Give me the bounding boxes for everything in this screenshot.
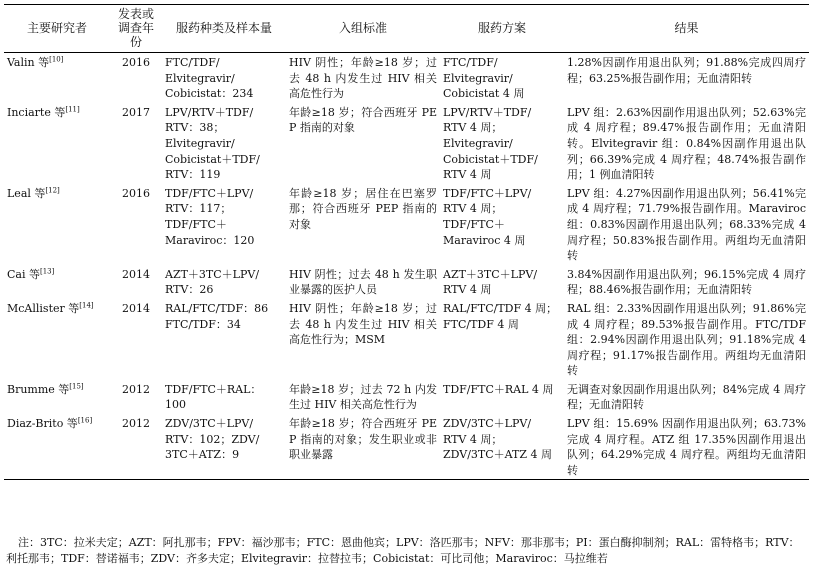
table-footnote: 注：3TC：拉米夫定；AZT：阿扎那韦；FPV：福沙那韦；FTC：恩曲他宾；LPV：洛匹那韦；NFV：那非那韦；PI：蛋白酶抑制剂；RAL：雷特格韦；RTV：利托那韦；TDF：替诺福韦；ZDV：齐多夫定；Elvitegravir：拉替拉韦；Cobicistat：可比司他；Maraviroc：马拉维若 [6, 536, 800, 565]
drug-line: Cobicistat＋TDF/ [165, 152, 260, 166]
cell-results: 3.84%因副作用退出队列；96.15%完成 4 周疗程；88.46%报告副作用；无血清阳转 [567, 267, 806, 297]
table-body [4, 53, 809, 480]
drug-line: Elvitegravir/ [165, 71, 235, 85]
drug-line: RTV：119 [165, 168, 221, 182]
cell-year: 2014 [122, 267, 150, 281]
drug-line: RAL/FTC/TDF：86 [165, 301, 269, 315]
regimen-line: AZT＋3TC＋LPV/ [443, 267, 538, 281]
drug-line: Maraviroc：120 [165, 233, 255, 247]
reference-marker: [10] [49, 55, 64, 64]
cell-year: 2017 [122, 105, 150, 119]
regimen-line: Cobicistat 4 周 [443, 87, 525, 101]
cell-year: 2012 [122, 382, 150, 396]
investigator-name: Cai 等 [7, 267, 40, 281]
cell-regimen [440, 414, 564, 480]
investigator-name: Brumme 等 [7, 382, 70, 396]
cell-results: LPV 组：2.63%因副作用退出队列；52.63%完成 4 周疗程；89.47%报告副作用；无血清阳转。Elvitegravir 组：0.84%因副作用退出队列；66.39%完成 4 周疗程；48.74%报告副作用；1 例血清阳转 [567, 105, 806, 182]
regimen-line: Elvitegravir/ [443, 71, 513, 85]
regimen-line: RTV 4 周； [443, 432, 503, 446]
drug-line: FTC/TDF：34 [165, 317, 241, 331]
cell-regimen [440, 103, 564, 184]
drug-line: RTV：102；ZDV/ [165, 432, 260, 446]
header-investigator: 主要研究者 [4, 5, 110, 53]
regimen-line: RAL/FTC/TDF 4 周； [443, 301, 558, 315]
investigator-name: Valin 等 [7, 56, 50, 69]
drug-line: Cobicistat：234 [165, 87, 254, 101]
table-row [4, 265, 809, 299]
header-year: 发表或调查年份 [110, 5, 162, 53]
cell-investigator [4, 299, 110, 380]
cell-results: LPV 组：4.27%因副作用退出队列；56.41%完成 4 周疗程；71.79%报告副作用。Maraviroc 组：0.83%因副作用退出队列；68.33%完成 4 周疗程；50.83%报告副作用。两组均无血清阳转 [567, 186, 806, 263]
cell-drugs-sample [162, 103, 286, 184]
regimen-line: RTV 4 周； [443, 202, 503, 216]
cell-regimen [440, 299, 564, 380]
cell-criteria: HIV 阴性；年龄≥18 岁；过去 48 h 内发生过 HIV 相关高危性行为；MSM [289, 301, 437, 347]
regimen-line: TDF/FTC＋ [443, 217, 505, 231]
cell-year: 2016 [122, 186, 150, 200]
drug-line: FTC/TDF/ [165, 56, 220, 69]
investigator-name: Diaz-Brito 等 [7, 417, 78, 431]
investigator-name: Inciarte 等 [7, 105, 66, 119]
drug-line: TDF/FTC＋ [165, 217, 227, 231]
drug-line: AZT＋3TC＋LPV/ [165, 267, 260, 281]
cell-investigator [4, 53, 110, 103]
regimen-line: Cobicistat＋TDF/ [443, 152, 538, 166]
regimen-line: FTC/TDF/ [443, 56, 498, 69]
cell-drugs-sample [162, 380, 286, 414]
reference-marker: [13] [40, 267, 55, 276]
investigator-name: Leal 等 [7, 186, 46, 200]
regimen-line: ZDV/3TC＋ATZ 4 周 [443, 448, 552, 462]
table-row [4, 299, 809, 380]
cell-regimen [440, 53, 564, 103]
cell-drugs-sample [162, 184, 286, 265]
drug-line: RTV：26 [165, 283, 214, 297]
regimen-line: LPV/RTV＋TDF/ [443, 105, 532, 119]
header-regimen: 服药方案 [440, 5, 564, 53]
reference-marker: [12] [45, 186, 60, 195]
regimen-line: FTC/TDF 4 周 [443, 317, 519, 331]
drug-line: TDF/FTC＋RAL： [165, 382, 262, 396]
cell-year: 2014 [122, 301, 150, 315]
drug-line: LPV/RTV＋TDF/ [165, 105, 254, 119]
cell-results: RAL 组：2.33%因副作用退出队列；91.86%完成 4 周疗程；89.53%报告副作用。FTC/TDF 组：2.94%因副作用退出队列；91.18%完成 4 周疗程；91.17%报告副作用。两组均无血清阳转 [567, 301, 806, 378]
table-row [4, 184, 809, 265]
cell-year: 2012 [110, 414, 162, 480]
header-criteria: 入组标准 [286, 5, 440, 53]
investigator-name: McAllister 等 [7, 301, 80, 315]
reference-marker: [14] [79, 301, 94, 310]
regimen-line: TDF/FTC＋LPV/ [443, 186, 532, 200]
header-drugs-sample: 服药种类及样本量 [162, 5, 286, 53]
cell-drugs-sample [162, 265, 286, 299]
cell-results: 1.28%因副作用退出队列；91.88%完成四周疗程；63.25%报告副作用；无血清阳转 [567, 56, 806, 85]
regimen-line: Elvitegravir/ [443, 136, 513, 150]
drug-line: Elvitegravir/ [165, 136, 235, 150]
table-row [4, 414, 809, 480]
cell-investigator [4, 414, 110, 480]
reference-marker: [11] [65, 105, 80, 114]
drug-line: 100 [165, 398, 186, 412]
cell-investigator [4, 184, 110, 265]
regimen-line: RTV 4 周 [443, 168, 492, 182]
cell-criteria: 年龄≥18 岁；符合西班牙 PEP 指南的对象 [289, 105, 437, 135]
table-row [4, 53, 809, 103]
regimen-line: Maraviroc 4 周 [443, 233, 526, 247]
cell-drugs-sample [162, 299, 286, 380]
cell-results: 无调查对象因副作用退出队列；84%完成 4 周疗程；无血清阳转 [567, 382, 806, 412]
regimen-line: RTV 4 周 [443, 283, 492, 297]
cell-criteria: 年龄≥18 岁；居住在巴塞罗那；符合西班牙 PEP 指南的对象 [289, 186, 437, 231]
cell-investigator [4, 265, 110, 299]
cell-year: 2016 [122, 56, 150, 69]
cell-drugs-sample [162, 53, 286, 103]
cell-criteria: 年龄≥18 岁；符合西班牙 PEP 指南的对象；发生职业或非职业暴露 [286, 414, 440, 480]
table-row [4, 380, 809, 414]
regimen-line: RTV 4 周； [443, 121, 503, 135]
table-row [4, 103, 809, 184]
reference-marker: [15] [69, 382, 84, 391]
cell-regimen [440, 380, 564, 414]
cell-investigator [4, 103, 110, 184]
regimen-line: ZDV/3TC＋LPV/ [443, 417, 532, 431]
study-table [4, 4, 809, 480]
drug-line: ZDV/3TC＋LPV/ [165, 417, 254, 431]
drug-line: 3TC＋ATZ：9 [165, 448, 240, 462]
cell-criteria: HIV 阴性；过去 48 h 发生职业暴露的医护人员 [289, 267, 437, 297]
cell-criteria: HIV 阴性；年龄≥18 岁；过去 48 h 内发生过 HIV 相关高危性行为 [289, 56, 437, 101]
header-results: 结果 [564, 5, 809, 53]
cell-drugs-sample [162, 414, 286, 480]
reference-marker: [16] [77, 416, 93, 425]
drug-line: RTV：117； [165, 202, 232, 216]
cell-regimen [440, 184, 564, 265]
drug-line: RTV：38； [165, 121, 225, 135]
cell-regimen [440, 265, 564, 299]
drug-line: TDF/FTC＋LPV/ [165, 186, 254, 200]
cell-investigator [4, 380, 110, 414]
cell-results: LPV 组：15.69% 因副作用退出队列；63.73%完成 4 周疗程。ATZ 组 17.35%因副作用退出队列；64.29%完成 4 周疗程。两组均无血清阳转 [564, 414, 809, 480]
cell-criteria: 年龄≥18 岁；过去 72 h 内发生过 HIV 相关高危性行为 [289, 382, 437, 412]
table-header-row [4, 5, 809, 53]
regimen-line: TDF/FTC＋RAL 4 周 [443, 382, 554, 396]
